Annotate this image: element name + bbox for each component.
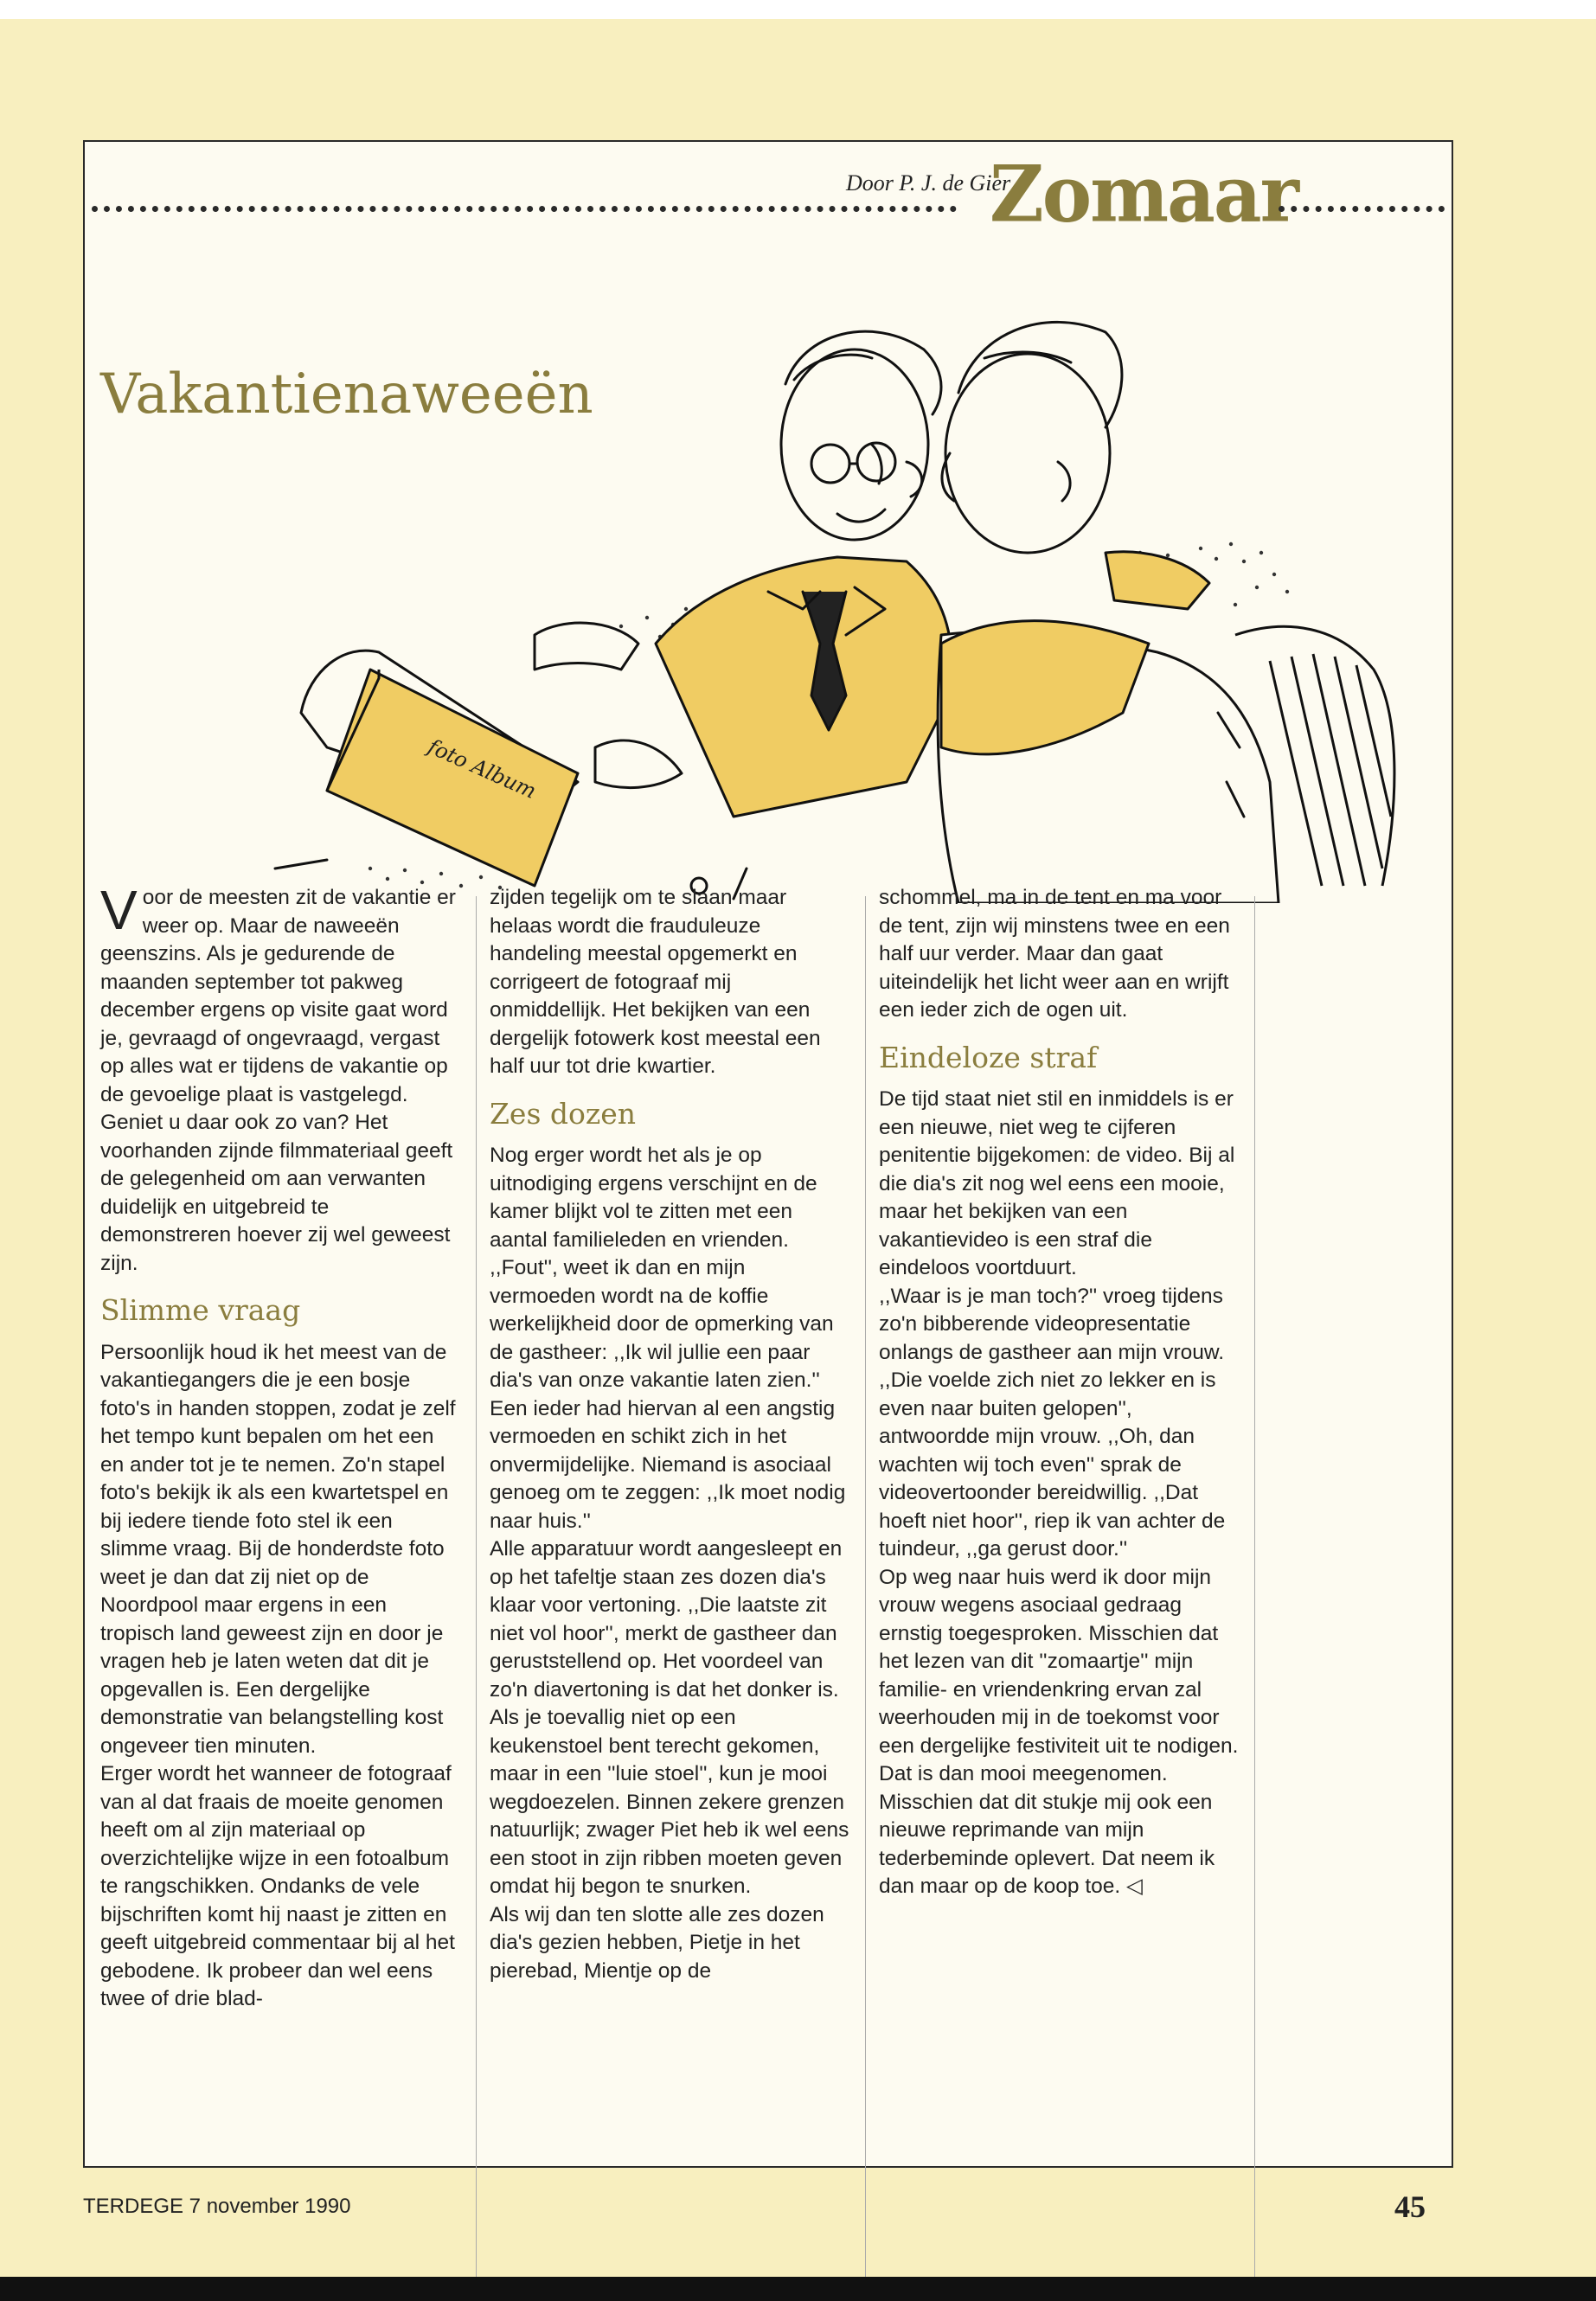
column-divider (476, 896, 477, 2277)
man-left (656, 331, 952, 817)
byline: Door P. J. de Gier (846, 170, 1011, 195)
column-divider (1254, 896, 1255, 2277)
paragraph: Nog erger wordt het als je op uitnodiging ergens verschijnt en de kamer blijkt vol te zitten met een aantal familieleden en vrienden. ,,Fout'', weet ik dan en mijn vermoeden wordt na de koffie werkelijkheid door de opmerking van de gastheer: ,,Ik wil jullie een paar dia's van onze vakantie laten zien.'' Een ieder had hiervan al een angstig vermoeden en schikt zich in het onvermijdelijke. Niemand is asociaal genoeg om te zeggen: ,,Ik moet nodig naar huis.'' (490, 1144, 846, 1533)
page-number: 45 (1394, 2189, 1426, 2224)
paragraph: Op weg naar huis werd ik door mijn vrouw wegens asociaal gedraag ernstig toegesproken. Misschien dat het lezen van dit ''zomaartje'' mijn familie- en vriendenkring ervan zal weerhouden mij in de toekomst voor een dergelijke festiviteit uit te nodigen. Dat is dan mooi meegenomen. Misschien dat dit stukje mij ook een nieuwe reprimande van mijn tederbeminde oplevert. Dat neem ik dan maar op de koop toe. ◁ (879, 1565, 1239, 1898)
scan-top-margin (0, 0, 1596, 19)
paragraph: De tijd staat niet stil en inmiddels is er een nieuwe, niet weg te cijferen penitentie bijgekomen: de video. Bij al die dia's zit nog wel eens een mooie, maar het bekijken van een vakantievideo is een straf die eindeloos voortduurt. (879, 1087, 1235, 1279)
paragraph: schommel, ma in de tent en ma voor de tent, zijn wij minstens twee en een half uur verder. Maar dan gaat uiteindelijk het licht weer aan en wrijft een ieder zich de ogen uit. (879, 886, 1230, 1022)
paragraph: zijden tegelijk om te slaan maar helaas wordt die frauduleuze handeling meestal opgemerkt en corrigeert de fotograaf mij onmiddellijk. Het bekijken van een dergelijk fotowerk kost meestal een half uur tot drie kwartier. (490, 886, 821, 1078)
article-frame (83, 140, 1453, 2168)
publication-footer: TERDEGE 7 november 1990 (83, 2195, 351, 2218)
paragraph: ,,Die voelde zich niet zo lekker en is even naar buiten gelopen'', antwoordde mijn vrouw. ,,Oh, dan wachten wij toch even'' sprak de videovertoonder bereidwillig. ,,Dat hoeft niet hoor'', riep ik van achter de tuindeur, ,,ga gerust door.'' (879, 1368, 1226, 1561)
paragraph: Erger wordt het wanneer de fotograaf van al dat fraais de moeite genomen heeft om al zijn materiaal op overzichtelijke wijze in een fotoalbum te rangschikken. Ondanks de vele bijschriften komt hij naast je zitten en geeft uitgebreid commentaar bij al het gebodene. Ik probeer dan wel eens twee of drie blad- (100, 1762, 455, 2010)
photo-album (301, 623, 682, 886)
subheading-zes-dozen: Zes dozen (490, 1096, 637, 1131)
intro-paragraph: Voor de meesten zit de vakantie er weer op. Maar de naweeën geenszins. Als je gedurende de maanden september tot pakweg december ergens op visite gaat word je, gevraagd of ongevraagd, vergast op alles wat er tijdens de vakantie op de gevoelige plaat is vastgelegd. Geniet u daar ook zo van? Het voorhanden zijnde filmmateriaal geeft de gelegenheid om aan verwanten duidelijk en uitgebreid te demonstreren hoever zij wel geweest zijn. (100, 879, 456, 1275)
column-3 (879, 884, 1240, 1901)
album-label: foto Album (424, 734, 541, 804)
dotted-rule-left (92, 206, 957, 212)
illustration-two-men-photo-album (249, 263, 1452, 903)
dotted-rule-right (1279, 206, 1445, 212)
paragraph: Persoonlijk houd ik het meest van de vakantiegangers die je een bosje foto's in handen stoppen, zodat je zelf het tempo kunt bepalen om het een en ander tot je te nemen. Zo'n stapel foto's bekijk ik als een kwartetspel en bij iedere tiende foto stel ik een slimme vraag. Bij de honderdste foto weet je dan dat zij niet op de Noordpool maar ergens in een tropisch land geweest zijn en door je vragen heb je laten weten dat dit je opgevallen is. Een dergelijke demonstratie van belangstelling kost ongeveer tien minuten. (100, 1340, 456, 1758)
column-2 (490, 884, 851, 1985)
paragraph: ,,Waar is je man toch?'' vroeg tijdens zo'n bibberende videopresentatie onlangs de gastheer aan mijn vrouw. (879, 1284, 1225, 1364)
column-1 (100, 879, 462, 2014)
subheading-eindeloze-straf: Eindeloze straf (879, 1040, 1098, 1074)
section-title: Zomaar (990, 148, 1298, 240)
scan-bottom-edge (0, 2277, 1596, 2301)
column-divider (865, 896, 866, 2277)
paragraph: Als wij dan ten slotte alle zes dozen dia's gezien hebben, Pietje in het pierebad, Mientje op de (490, 1902, 824, 1983)
paragraph: Alle apparatuur wordt aangesleept en op het tafeltje staan zes dozen dia's klaar voor vertoning. ,,Die laatste zit niet vol hoor'', merkt de gastheer dan geruststellend op. Het voordeel van zo'n diavertoning is dat het donker is. Als je toevallig niet op een keukenstoel bent terecht gekomen, maar in een ''luie stoel'', kun je mooi wegdoezelen. Binnen zekere grenzen natuurlijk; zwager Piet heb ik wel eens een stoot in zijn ribben moeten geven omdat hij begon te snurken. (490, 1537, 849, 1898)
article-title: Vakantienaweeën (100, 362, 593, 426)
drop-cap: V (100, 879, 138, 941)
man-right (938, 322, 1279, 903)
magazine-page (0, 19, 1596, 2277)
subheading-slimme-vraag: Slimme vraag (100, 1293, 301, 1327)
